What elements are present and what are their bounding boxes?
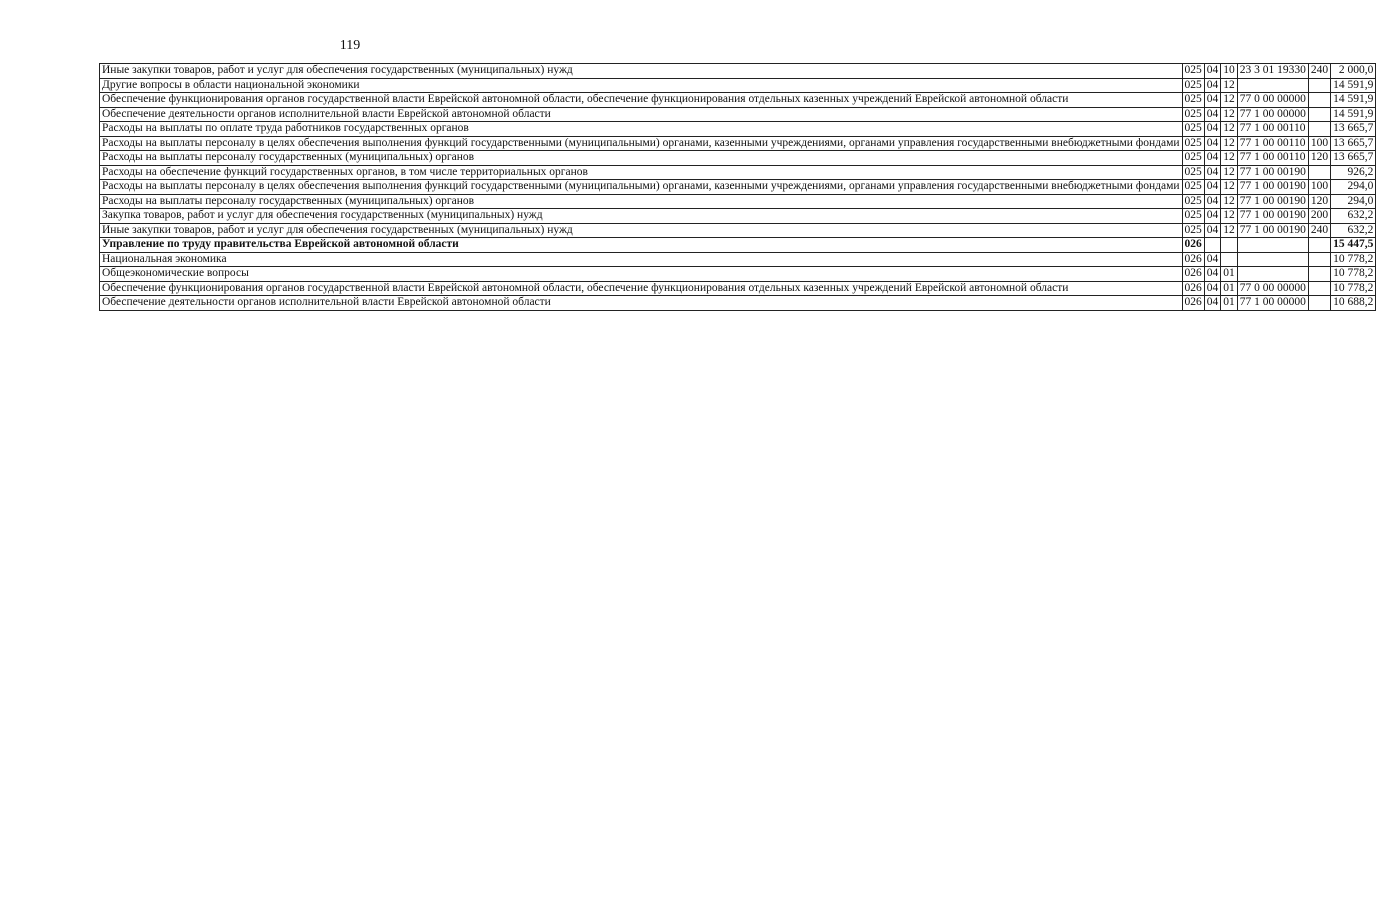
- subsection-code-cell: 12: [1221, 107, 1238, 122]
- row-name-cell: Обеспечение функционирования органов государственной власти Еврейской автономной области, обеспечение функционирования отдельных казенных учреждений Еврейской автономной области: [100, 281, 1183, 296]
- section-code-cell: 04: [1204, 281, 1221, 296]
- row-name-cell: Управление по труду правительства Еврейской автономной области: [100, 238, 1183, 253]
- section-code-cell: [1204, 238, 1221, 253]
- amount-cell: 294,0: [1331, 180, 1376, 195]
- amount-cell: 13 665,7: [1331, 136, 1376, 151]
- row-name-cell: Расходы на выплаты персоналу государственных (муниципальных) органов: [100, 194, 1183, 209]
- expense-type-cell: [1308, 267, 1330, 282]
- subsection-code-cell: 01: [1221, 267, 1238, 282]
- amount-cell: 14 591,9: [1331, 107, 1376, 122]
- row-name-cell: Расходы на обеспечение функций государственных органов, в том числе территориальных органов: [100, 165, 1183, 180]
- table-row: [100, 180, 1376, 195]
- target-article-cell: [1237, 252, 1308, 267]
- section-code-cell: 04: [1204, 151, 1221, 166]
- amount-cell: 15 447,5: [1331, 238, 1376, 253]
- budget-table: [99, 63, 1376, 311]
- row-name-cell: Обеспечение деятельности органов исполнительной власти Еврейской автономной области: [100, 296, 1183, 311]
- table-row: [100, 194, 1376, 209]
- target-article-cell: 77 1 00 00110: [1237, 151, 1308, 166]
- section-code-cell: 04: [1204, 194, 1221, 209]
- ved-code-cell: 025: [1182, 151, 1204, 166]
- row-name-cell: Иные закупки товаров, работ и услуг для обеспечения государственных (муниципальных) нужд: [100, 64, 1183, 79]
- row-name-cell: Расходы на выплаты по оплате труда работников государственных органов: [100, 122, 1183, 137]
- section-code-cell: 04: [1204, 296, 1221, 311]
- table-row: [100, 281, 1376, 296]
- target-article-cell: [1237, 78, 1308, 93]
- ved-code-cell: 025: [1182, 223, 1204, 238]
- target-article-cell: 77 1 00 00190: [1237, 194, 1308, 209]
- expense-type-cell: [1308, 296, 1330, 311]
- amount-cell: 10 778,2: [1331, 281, 1376, 296]
- subsection-code-cell: 12: [1221, 136, 1238, 151]
- amount-cell: 14 591,9: [1331, 93, 1376, 108]
- section-code-cell: 04: [1204, 180, 1221, 195]
- section-code-cell: 04: [1204, 267, 1221, 282]
- row-name-cell: Расходы на выплаты персоналу государственных (муниципальных) органов: [100, 151, 1183, 166]
- row-name-cell: Расходы на выплаты персоналу в целях обеспечения выполнения функций государственными (муниципальными) органами, казенными учреждениями, органами управления государственными внебюджетными фондами: [100, 180, 1183, 195]
- expense-type-cell: 120: [1308, 194, 1330, 209]
- subsection-code-cell: 12: [1221, 78, 1238, 93]
- amount-cell: 10 778,2: [1331, 252, 1376, 267]
- section-code-cell: 04: [1204, 136, 1221, 151]
- ved-code-cell: 026: [1182, 281, 1204, 296]
- row-name-cell: Национальная экономика: [100, 252, 1183, 267]
- table-row: [100, 151, 1376, 166]
- table-row: [100, 238, 1376, 253]
- target-article-cell: [1237, 267, 1308, 282]
- budget-table-body: [100, 64, 1376, 311]
- ved-code-cell: 025: [1182, 180, 1204, 195]
- amount-cell: 10 778,2: [1331, 267, 1376, 282]
- subsection-code-cell: 12: [1221, 151, 1238, 166]
- amount-cell: 14 591,9: [1331, 78, 1376, 93]
- row-name-cell: Обеспечение деятельности органов исполнительной власти Еврейской автономной области: [100, 107, 1183, 122]
- subsection-code-cell: 01: [1221, 296, 1238, 311]
- section-code-cell: 04: [1204, 122, 1221, 137]
- expense-type-cell: 120: [1308, 151, 1330, 166]
- table-row: [100, 64, 1376, 79]
- table-row: [100, 78, 1376, 93]
- table-row: [100, 136, 1376, 151]
- ved-code-cell: 025: [1182, 165, 1204, 180]
- target-article-cell: [1237, 238, 1308, 253]
- subsection-code-cell: 12: [1221, 180, 1238, 195]
- subsection-code-cell: 01: [1221, 281, 1238, 296]
- target-article-cell: 23 3 01 19330: [1237, 64, 1308, 79]
- expense-type-cell: 240: [1308, 223, 1330, 238]
- ved-code-cell: 026: [1182, 252, 1204, 267]
- subsection-code-cell: 10: [1221, 64, 1238, 79]
- target-article-cell: 77 1 00 00000: [1237, 107, 1308, 122]
- target-article-cell: 77 1 00 00190: [1237, 165, 1308, 180]
- row-name-cell: Другие вопросы в области национальной экономики: [100, 78, 1183, 93]
- target-article-cell: 77 0 00 00000: [1237, 281, 1308, 296]
- subsection-code-cell: 12: [1221, 165, 1238, 180]
- section-code-cell: 04: [1204, 209, 1221, 224]
- target-article-cell: 77 1 00 00110: [1237, 122, 1308, 137]
- expense-type-cell: [1308, 238, 1330, 253]
- row-name-cell: Иные закупки товаров, работ и услуг для обеспечения государственных (муниципальных) нужд: [100, 223, 1183, 238]
- ved-code-cell: 025: [1182, 136, 1204, 151]
- table-row: [100, 122, 1376, 137]
- amount-cell: 632,2: [1331, 209, 1376, 224]
- amount-cell: 13 665,7: [1331, 122, 1376, 137]
- row-name-cell: Расходы на выплаты персоналу в целях обеспечения выполнения функций государственными (муниципальными) органами, казенными учреждениями, органами управления государственными внебюджетными фондами: [100, 136, 1183, 151]
- subsection-code-cell: [1221, 252, 1238, 267]
- expense-type-cell: 100: [1308, 136, 1330, 151]
- table-row: [100, 107, 1376, 122]
- subsection-code-cell: 12: [1221, 223, 1238, 238]
- table-row: [100, 165, 1376, 180]
- table-row: [100, 252, 1376, 267]
- section-code-cell: 04: [1204, 78, 1221, 93]
- ved-code-cell: 026: [1182, 267, 1204, 282]
- subsection-code-cell: 12: [1221, 93, 1238, 108]
- target-article-cell: 77 1 00 00110: [1237, 136, 1308, 151]
- expense-type-cell: 240: [1308, 64, 1330, 79]
- target-article-cell: 77 1 00 00190: [1237, 223, 1308, 238]
- subsection-code-cell: 12: [1221, 122, 1238, 137]
- expense-type-cell: [1308, 107, 1330, 122]
- ved-code-cell: 025: [1182, 78, 1204, 93]
- subsection-code-cell: 12: [1221, 209, 1238, 224]
- row-name-cell: Общеэкономические вопросы: [100, 267, 1183, 282]
- expense-type-cell: 200: [1308, 209, 1330, 224]
- target-article-cell: 77 1 00 00190: [1237, 209, 1308, 224]
- target-article-cell: 77 1 00 00000: [1237, 296, 1308, 311]
- section-code-cell: 04: [1204, 165, 1221, 180]
- target-article-cell: 77 0 00 00000: [1237, 93, 1308, 108]
- section-code-cell: 04: [1204, 223, 1221, 238]
- section-code-cell: 04: [1204, 64, 1221, 79]
- subsection-code-cell: 12: [1221, 194, 1238, 209]
- subsection-code-cell: [1221, 238, 1238, 253]
- amount-cell: 2 000,0: [1331, 64, 1376, 79]
- table-row: [100, 209, 1376, 224]
- ved-code-cell: 025: [1182, 93, 1204, 108]
- amount-cell: 632,2: [1331, 223, 1376, 238]
- target-article-cell: 77 1 00 00190: [1237, 180, 1308, 195]
- expense-type-cell: [1308, 252, 1330, 267]
- section-code-cell: 04: [1204, 252, 1221, 267]
- amount-cell: 10 688,2: [1331, 296, 1376, 311]
- expense-type-cell: 100: [1308, 180, 1330, 195]
- ved-code-cell: 025: [1182, 209, 1204, 224]
- expense-type-cell: [1308, 78, 1330, 93]
- ved-code-cell: 025: [1182, 194, 1204, 209]
- ved-code-cell: 025: [1182, 107, 1204, 122]
- row-name-cell: Обеспечение функционирования органов государственной власти Еврейской автономной области, обеспечение функционирования отдельных казенных учреждений Еврейской автономной области: [100, 93, 1183, 108]
- ved-code-cell: 026: [1182, 296, 1204, 311]
- row-name-cell: Закупка товаров, работ и услуг для обеспечения государственных (муниципальных) нужд: [100, 209, 1183, 224]
- table-row: [100, 267, 1376, 282]
- table-row: [100, 223, 1376, 238]
- expense-type-cell: [1308, 122, 1330, 137]
- expense-type-cell: [1308, 165, 1330, 180]
- page-number: 119: [339, 38, 361, 53]
- ved-code-cell: 025: [1182, 122, 1204, 137]
- ved-code-cell: 025: [1182, 64, 1204, 79]
- amount-cell: 13 665,7: [1331, 151, 1376, 166]
- expense-type-cell: [1308, 93, 1330, 108]
- expense-type-cell: [1308, 281, 1330, 296]
- section-code-cell: 04: [1204, 107, 1221, 122]
- amount-cell: 926,2: [1331, 165, 1376, 180]
- ved-code-cell: 026: [1182, 238, 1204, 253]
- section-code-cell: 04: [1204, 93, 1221, 108]
- table-row: [100, 93, 1376, 108]
- amount-cell: 294,0: [1331, 194, 1376, 209]
- table-row: [100, 296, 1376, 311]
